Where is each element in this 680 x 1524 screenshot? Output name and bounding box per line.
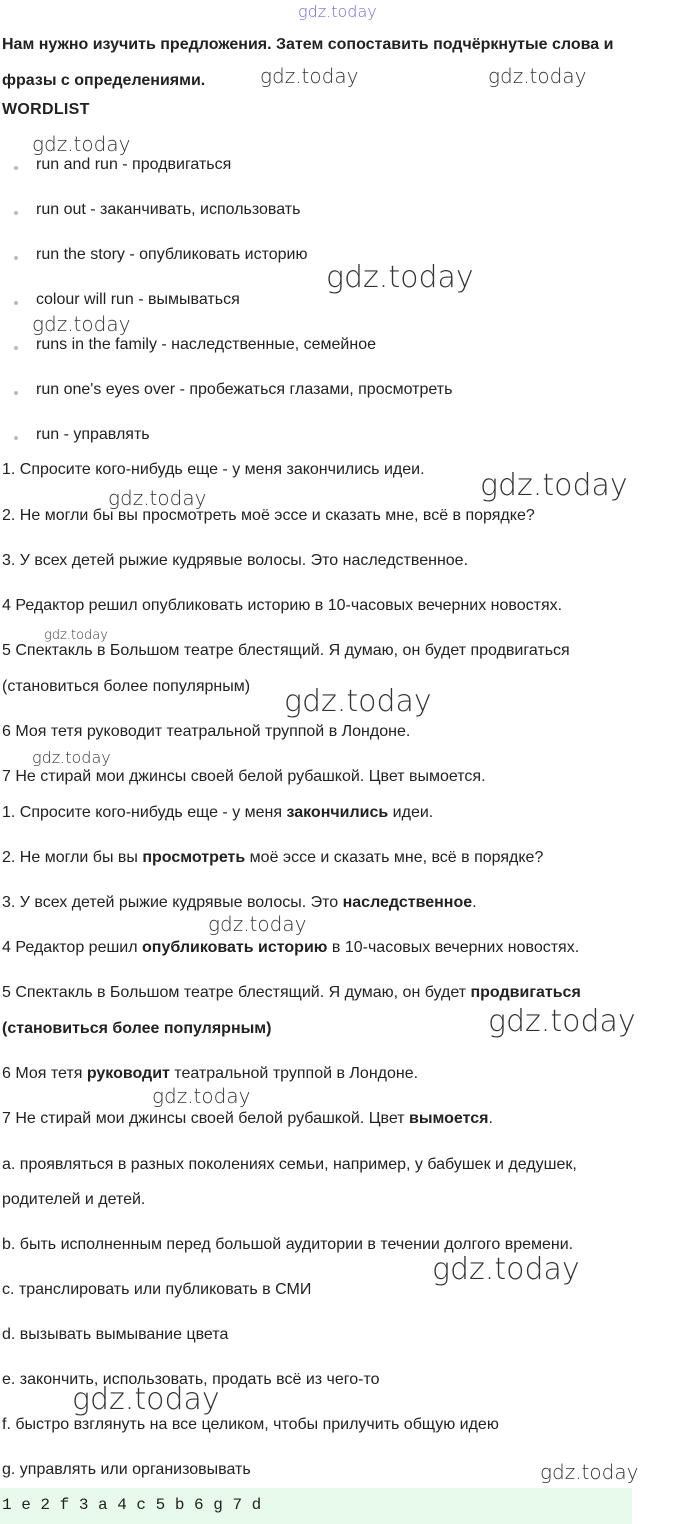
definition-line: a. проявляться в разных поколениях семьи, например, у бабушек и дедушек,	[2, 1156, 577, 1173]
key-phrase: закончились	[286, 804, 389, 821]
bullet-icon	[14, 211, 18, 215]
watermark: gdz.today	[152, 1084, 251, 1108]
watermark: gdz.today	[432, 1252, 580, 1287]
sentence-text: идеи.	[388, 804, 434, 821]
watermark: gdz.today	[32, 312, 131, 336]
wordlist-item: run and run - продвигаться	[36, 156, 232, 173]
key-phrase: вымоется	[409, 1110, 489, 1127]
bullet-icon	[14, 166, 18, 170]
sentence-text: 7 Не стирай мои джинсы своей белой рубашкой. Цвет	[2, 1110, 410, 1127]
bullet-icon	[14, 436, 18, 440]
definition-line: f. быстро взглянуть на все целиком, чтобы прилучить общую идею	[2, 1416, 499, 1433]
highlighted-line	[2, 1020, 271, 1038]
wordlist-item: run out - заканчивать, использовать	[36, 201, 301, 218]
sentence-text: .	[472, 894, 477, 911]
key-phrase: просмотреть	[142, 849, 246, 866]
watermark: gdz.today	[108, 486, 207, 510]
watermark: gdz.today	[488, 1004, 636, 1039]
bullet-icon	[14, 391, 18, 395]
wordlist-item: run - управлять	[36, 426, 150, 443]
sentence-text: театральной труппой в Лондоне.	[169, 1065, 419, 1082]
translation-line: 3. У всех детей рыжие кудрявые волосы. Это наследственное.	[2, 552, 469, 569]
sentence-text: .	[488, 1110, 493, 1127]
definition-line: e. закончить, использовать, продать всё из чего-то	[2, 1371, 380, 1388]
answer-text: 1 e 2 f 3 a 4 c 5 b 6 g 7 d	[2, 1496, 262, 1514]
definition-line: d. вызывать вымывание цвета	[2, 1326, 229, 1343]
watermark: gdz.today	[284, 684, 432, 719]
wordlist-item: run one's eyes over - пробежаться глазами, просмотреть	[36, 381, 453, 398]
watermark: gdz.today	[32, 748, 111, 767]
translation-line: 6 Моя тетя руководит театральной труппой в Лондоне.	[2, 723, 411, 740]
highlighted-line	[2, 894, 477, 912]
watermark: gdz.today	[260, 64, 359, 88]
watermark-top: gdz.today	[298, 2, 377, 21]
bullet-icon	[14, 301, 18, 305]
bullet-icon	[14, 256, 18, 260]
watermark: gdz.today	[32, 132, 131, 156]
translation-line: 2. Не могли бы вы просмотреть моё эссе и сказать мне, всё в порядке?	[2, 507, 535, 524]
definition-line: c. транслировать или публиковать в СМИ	[2, 1281, 312, 1298]
key-phrase: опубликовать историю	[142, 939, 328, 956]
sentence-text: в 10-часовых вечерних новостях.	[327, 939, 580, 956]
key-phrase: руководит	[86, 1065, 170, 1082]
watermark: gdz.today	[208, 912, 307, 936]
sentence-text: 3. У всех детей рыжие кудрявые волосы. Это	[2, 894, 343, 911]
watermark: gdz.today	[540, 1460, 639, 1484]
key-phrase: продвигаться	[470, 984, 581, 1001]
wordlist-item: colour will run - вымываться	[36, 291, 240, 308]
watermark: gdz.today	[488, 64, 587, 88]
translation-line: 4 Редактор решил опубликовать историю в 10-часовых вечерних новостях.	[2, 597, 563, 614]
sentence-text: 4 Редактор решил	[2, 939, 143, 956]
key-phrase: наследственное	[342, 894, 473, 911]
highlighted-line	[2, 849, 543, 867]
bullet-icon	[14, 346, 18, 350]
highlighted-line	[2, 939, 579, 957]
translation-line: (становиться более популярным)	[2, 678, 251, 695]
sentence-text: моё эссе и сказать мне, всё в порядке?	[245, 849, 544, 866]
watermark: gdz.today	[44, 628, 108, 643]
wordlist-title: WORDLIST	[2, 101, 90, 118]
wordlist-item: run the story - опубликовать историю	[36, 246, 308, 263]
highlighted-line	[2, 804, 433, 822]
sentence-text: 2. Не могли бы вы	[2, 849, 143, 866]
definition-line: g. управлять или организовывать	[2, 1461, 251, 1478]
watermark: gdz.today	[326, 260, 474, 295]
intro-line-2: фразы с определениями.	[2, 72, 206, 89]
answer-box	[0, 1488, 632, 1524]
definition-line: b. быть исполненным перед большой аудитории в течении долгого времени.	[2, 1236, 574, 1253]
sentence-text: 1. Спросите кого-нибудь еще - у меня	[2, 804, 287, 821]
watermark: gdz.today	[72, 1382, 220, 1417]
translation-line: 1. Спросите кого-нибудь еще - у меня закончились идеи.	[2, 461, 425, 478]
highlighted-line	[2, 1110, 493, 1128]
key-phrase: (становиться более популярным)	[2, 1020, 272, 1037]
intro-line-1: Нам нужно изучить предложения. Затем сопоставить подчёркнутые слова и	[2, 36, 614, 53]
sentence-text: 5 Спектакль в Большом театре блестящий. Я думаю, он будет	[2, 984, 471, 1001]
translation-line: 5 Спектакль в Большом театре блестящий. Я думаю, он будет продвигаться	[2, 642, 570, 659]
translation-line: 7 Не стирай мои джинсы своей белой рубашкой. Цвет вымоется.	[2, 768, 486, 785]
wordlist-item: runs in the family - наследственные, семейное	[36, 336, 376, 353]
highlighted-line	[2, 1065, 418, 1083]
sentence-text: 6 Моя тетя	[2, 1065, 87, 1082]
definition-line: родителей и детей.	[2, 1191, 146, 1208]
highlighted-line	[2, 984, 581, 1002]
watermark: gdz.today	[480, 468, 628, 503]
